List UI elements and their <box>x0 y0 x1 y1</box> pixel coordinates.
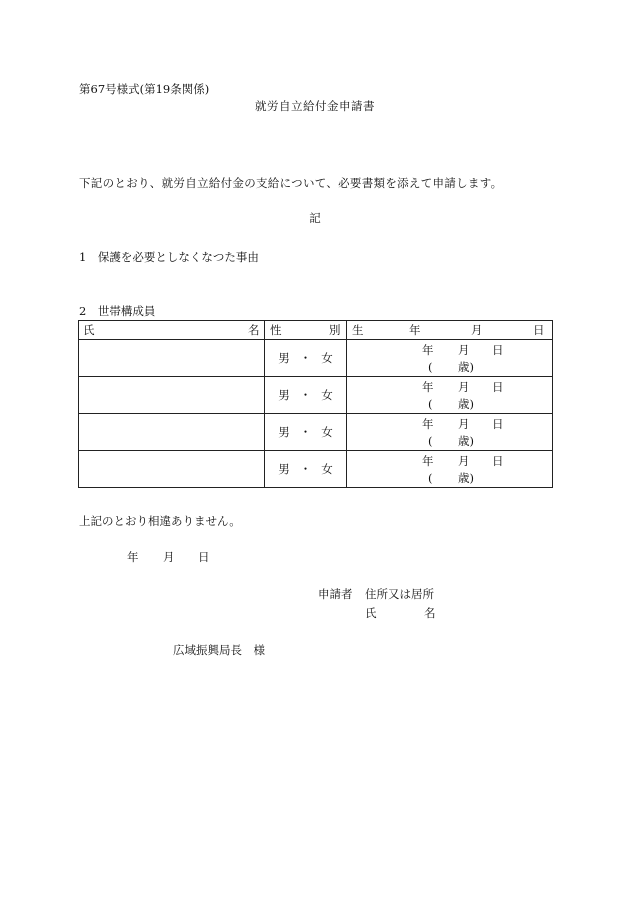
sex-female-option[interactable]: 女 <box>321 425 333 439</box>
header-name-part-2: 名 <box>248 323 260 337</box>
table-row <box>79 414 553 451</box>
dob-month-label: 月 <box>458 343 470 357</box>
age-open-paren: ( <box>428 360 433 374</box>
sex-separator: ・ <box>299 388 312 402</box>
document-title: 就労自立給付金申請書 <box>255 99 375 113</box>
member-birthdate-cell[interactable] <box>347 451 553 488</box>
applicant-label: 申請者 <box>318 587 353 601</box>
dob-year-label: 年 <box>422 380 434 394</box>
member-birthdate-cell[interactable] <box>347 340 553 377</box>
sex-male-option[interactable]: 男 <box>278 388 290 402</box>
header-name <box>79 321 265 340</box>
applicant-address-label: 住所又は居所 <box>365 587 434 601</box>
sex-separator: ・ <box>299 351 312 365</box>
dob-day-label: 日 <box>492 454 504 468</box>
age-unit-label: 歳) <box>458 471 474 485</box>
member-birthdate-cell[interactable] <box>347 414 553 451</box>
item-reason-label: 1 保護を必要としなくなつた事由 <box>79 250 259 264</box>
sex-female-option[interactable]: 女 <box>321 388 333 402</box>
dob-month-label: 月 <box>458 380 470 394</box>
sex-separator: ・ <box>299 425 312 439</box>
sex-female-option[interactable]: 女 <box>321 462 333 476</box>
item-household-label: 2 世帯構成員 <box>79 304 156 318</box>
sex-male-option[interactable]: 男 <box>278 425 290 439</box>
header-birthdate-part-3: 月 <box>471 323 483 337</box>
intro-statement: 下記のとおり、就労自立給付金の支給について、必要書類を添えて申請します。 <box>79 176 503 190</box>
member-birthdate-cell[interactable] <box>347 377 553 414</box>
dob-year-label: 年 <box>422 454 434 468</box>
age-unit-label: 歳) <box>458 360 474 374</box>
header-sex-part-1: 性 <box>270 323 282 337</box>
member-sex-cell[interactable] <box>265 377 347 414</box>
sex-separator: ・ <box>299 462 312 476</box>
table-header-row <box>79 321 553 340</box>
dob-year-label: 年 <box>422 417 434 431</box>
dob-day-label: 日 <box>492 417 504 431</box>
form-number: 第67号様式(第19条関係) <box>79 82 210 96</box>
recipient-line: 広域振興局長 様 <box>173 643 265 657</box>
applicant-name-label-part-1: 氏 <box>365 606 377 620</box>
member-name-cell[interactable] <box>79 377 265 414</box>
table-row <box>79 377 553 414</box>
header-name-part-1: 氏 <box>83 323 95 337</box>
member-sex-cell[interactable] <box>265 414 347 451</box>
member-name-cell[interactable] <box>79 451 265 488</box>
dob-year-label: 年 <box>422 343 434 357</box>
member-name-cell[interactable] <box>79 340 265 377</box>
header-birthdate-part-4: 日 <box>533 323 545 337</box>
age-open-paren: ( <box>428 471 433 485</box>
dob-month-label: 月 <box>458 417 470 431</box>
header-sex <box>265 321 347 340</box>
applicant-name-label-part-2: 名 <box>424 606 436 620</box>
member-name-cell[interactable] <box>79 414 265 451</box>
member-sex-cell[interactable] <box>265 451 347 488</box>
age-unit-label: 歳) <box>458 434 474 448</box>
age-unit-label: 歳) <box>458 397 474 411</box>
header-birthdate <box>347 321 553 340</box>
age-open-paren: ( <box>428 434 433 448</box>
date-day-label: 日 <box>198 550 210 564</box>
ki-heading: 記 <box>309 211 321 225</box>
household-members-table <box>78 320 553 488</box>
date-month-label: 月 <box>163 550 175 564</box>
dob-day-label: 日 <box>492 343 504 357</box>
dob-day-label: 日 <box>492 380 504 394</box>
header-birthdate-part-1: 生 <box>352 323 364 337</box>
sex-male-option[interactable]: 男 <box>278 351 290 365</box>
age-open-paren: ( <box>428 397 433 411</box>
table-row <box>79 451 553 488</box>
sex-female-option[interactable]: 女 <box>321 351 333 365</box>
sex-male-option[interactable]: 男 <box>278 462 290 476</box>
dob-month-label: 月 <box>458 454 470 468</box>
header-sex-part-2: 別 <box>329 323 341 337</box>
confirmation-statement: 上記のとおり相違ありません。 <box>79 514 241 528</box>
date-year-label: 年 <box>127 550 139 564</box>
member-sex-cell[interactable] <box>265 340 347 377</box>
header-birthdate-part-2: 年 <box>409 323 421 337</box>
table-row <box>79 340 553 377</box>
